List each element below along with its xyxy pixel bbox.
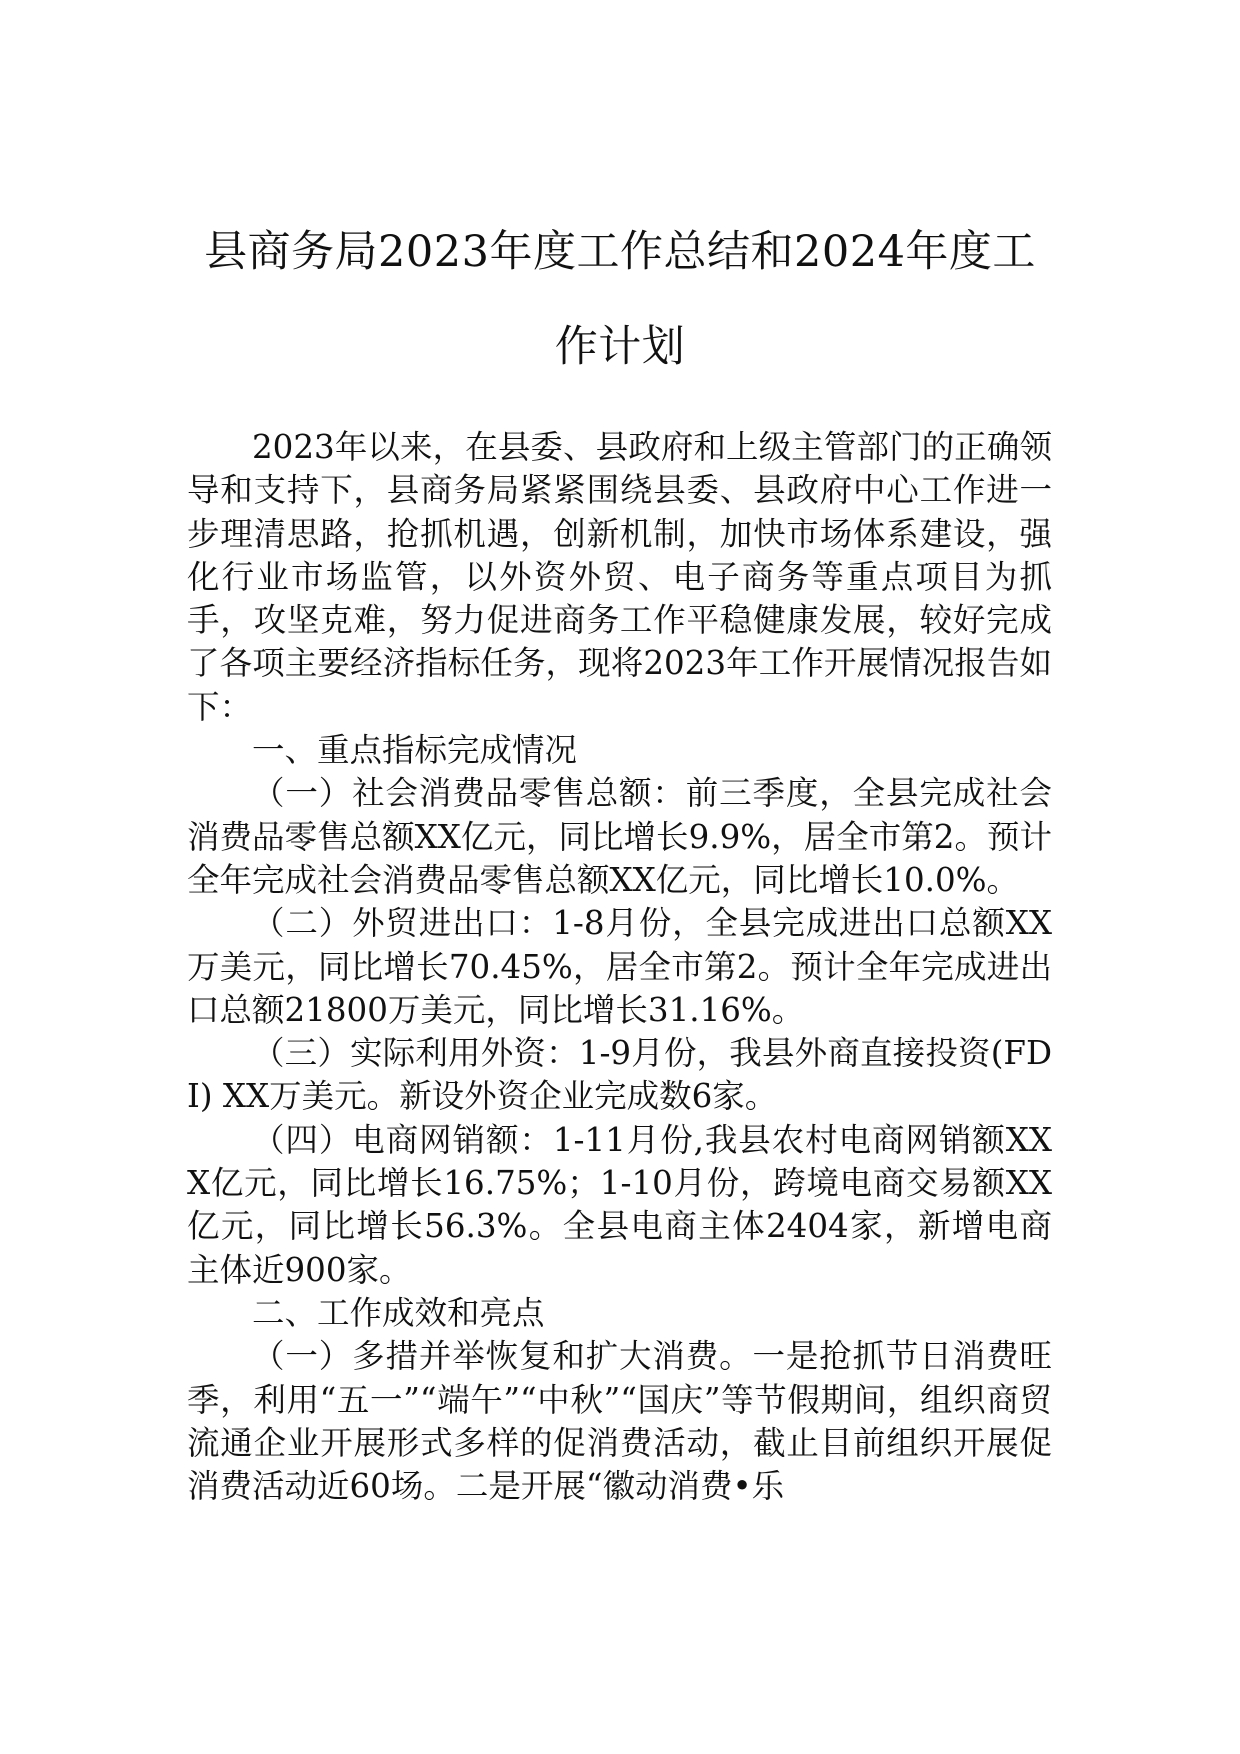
document-body (187, 426, 1052, 1508)
section-heading-achievements: 二、工作成效和亮点 (252, 1293, 545, 1332)
document-title: 县商务局2023年度工作总结和2024年度工作计划 (204, 227, 1036, 372)
section-heading-key-indicators: 一、重点指标完成情况 (252, 731, 578, 770)
paragraph-consumption-measures: （一）多措并举恢复和扩大消费。一是抢抓节日消费旺季，利用“五一”“端午”“中秋”“国庆”等节假期间，组织商贸流通企业开展形式多样的促消费活动，截止目前组织开展促消费活动近60场。二是开展“徽动消费•乐 (187, 1337, 1052, 1506)
intro-paragraph: 2023年以来，在县委、县政府和上级主管部门的正确领导和支持下，县商务局紧紧围绕县委、县政府中心工作进一步理清思路，抢抓机遇，创新机制，加快市场体系建设，强化行业市场监管，以外资外贸、电子商务等重点项目为抓手，攻坚克难，努力促进商务工作平稳健康发展，较好完成了各项主要经济指标任务，现将2023年工作开展情况报告如下： (187, 428, 1052, 726)
paragraph-foreign-investment: （三）实际利用外资：1-9月份，我县外商直接投资(FDI) XX万美元。新设外资企业完成数6家。 (187, 1034, 1052, 1116)
paragraph-ecommerce-sales: （四）电商网销额：1-11月份,我县农村电商网销额XXX亿元，同比增长16.75%；1-10月份，跨境电商交易额XX亿元，同比增长56.3%。全县电商主体2404家，新增电商主体近900家。 (187, 1120, 1052, 1289)
paragraph-foreign-trade: （二）外贸进出口：1-8月份，全县完成进出口总额XX万美元，同比增长70.45%，居全市第2。预计全年完成进出口总额21800万美元，同比增长31.16%。 (187, 904, 1052, 1029)
paragraph-retail-sales: （一）社会消费品零售总额：前三季度，全县完成社会消费品零售总额XX亿元，同比增长9.9%，居全市第2。预计全年完成社会消费品零售总额XX亿元，同比增长10.0%。 (187, 774, 1052, 899)
